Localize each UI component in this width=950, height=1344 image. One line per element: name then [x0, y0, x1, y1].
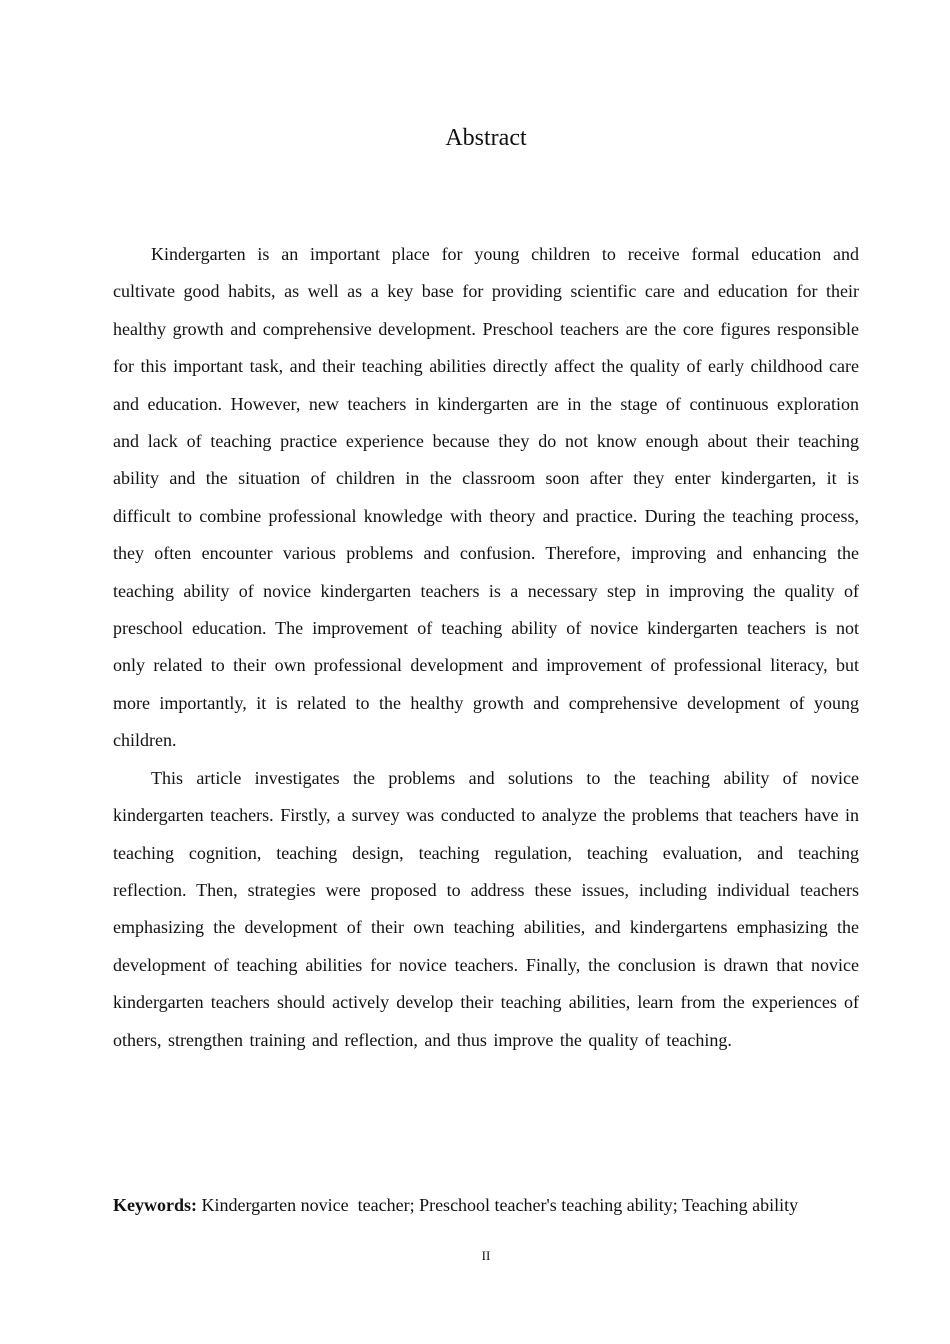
keywords-text: Kindergarten novice teacher; Preschool teacher's teaching ability; Teaching ability [201, 1195, 799, 1215]
abstract-paragraph-1: Kindergarten is an important place for young children to receive formal education and cultivate good habits, as well as a key base for providing scientific care and education for their healthy growth and comprehensive development. Preschool teachers are the core figures responsible for this important task, and their teaching abilities directly affect the quality of early childhood care and education. However, new teachers in kindergarten are in the stage of continuous exploration and lack of teaching practice experience because they do not know enough about their teaching ability and the situation of children in the classroom soon after they enter kindergarten, it is difficult to combine professional knowledge with theory and practice. During the teaching process, they often encounter various problems and confusion. Therefore, improving and enhancing the teaching ability of novice kindergarten teachers is a necessary step in improving the quality of preschool education. The improvement of teaching ability of novice kindergarten teachers is not only related to their own professional development and improvement of professional literacy, but more importantly, it is related to the healthy growth and comprehensive development of young children. [113, 244, 859, 751]
keywords-label: Keywords: [113, 1195, 197, 1215]
page-number: II [481, 1248, 491, 1263]
abstract-paragraph-2: This article investigates the problems and solutions to the teaching ability of novice kindergarten teachers. Firstly, a survey was conducted to analyze the problems that teachers have in teaching cognition, teaching design, teaching regulation, teaching evaluation, and teaching reflection. Then, strategies were proposed to address these issues, including individual teachers emphasizing the development of their own teaching abilities, and kindergartens emphasizing the development of teaching abilities for novice teachers. Finally, the conclusion is drawn that novice kindergarten teachers should actively develop their teaching abilities, learn from the experiences of others, strengthen training and reflection, and thus improve the quality of teaching. [113, 767, 859, 1050]
abstract-title: Abstract [445, 125, 527, 151]
abstract-body [113, 236, 859, 1059]
keywords-line [113, 1191, 893, 1219]
